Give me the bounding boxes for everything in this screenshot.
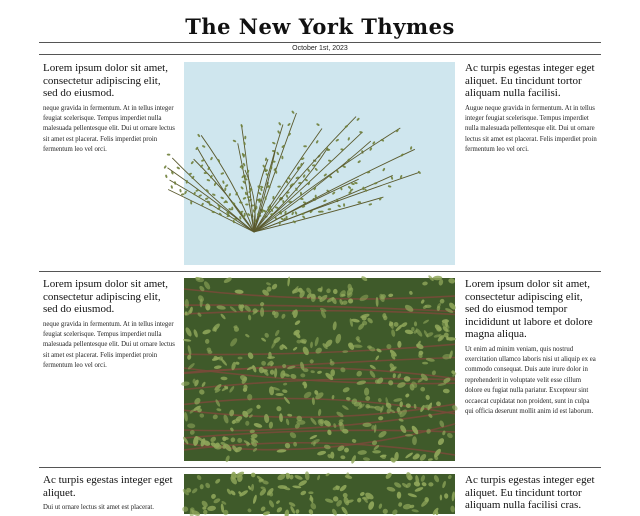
article-body: Augue neque gravida in fermentum. At in tellus integer feugiat scelerisque. Tempus imperdiet nulla malesuada pellentesque elit. Dui ut ornare lectus sit amet est placerat. Felis imperdiet proin fermentum leo vel orci.	[465, 104, 597, 154]
article-body: neque gravida in fermentum. At in tellus integer feugiat scelerisque. Tempus imperdiet nulla malesuada pellentesque elit. Dui ut ornare lectus sit amet est placerat. Felis imperdiet proin fermentum leo vel orci.	[43, 320, 175, 370]
thyme-sprigs-photo	[184, 62, 455, 265]
article-column-right	[465, 62, 597, 156]
article-headline[interactable]: Lorem ipsum dolor sit amet, consectetur adipiscing elit, sed do eiusmod tempor incididunt ut labore et dolore magna aliqua.	[465, 278, 593, 340]
article-column-left	[43, 62, 177, 156]
section-rule	[39, 271, 601, 272]
masthead-rule-bottom	[39, 54, 601, 55]
thyme-photo-partial	[184, 474, 455, 514]
article-headline[interactable]: Ac turpis egestas integer eget aliquet.	[43, 474, 173, 499]
article-column-left	[43, 278, 177, 372]
article-column-right	[465, 278, 597, 417]
section-rule	[39, 467, 601, 468]
article-row-3	[39, 474, 601, 514]
article-headline[interactable]: Lorem ipsum dolor sit amet, consectetur adipiscing elit, sed do eiusmod.	[43, 62, 168, 99]
article-headline[interactable]: Ac turpis egestas integer eget aliquet. Eu tincidunt tortor aliquam nulla facilisi.	[465, 62, 595, 99]
thyme-closeup-photo	[184, 278, 455, 461]
article-column-right	[465, 474, 597, 516]
article-body: Dui ut ornare lectus sit amet est placerat.	[43, 504, 154, 511]
article-headline[interactable]: Lorem ipsum dolor sit amet, consectetur adipiscing elit, sed do eiusmod.	[43, 278, 168, 315]
article-row-1	[39, 62, 601, 265]
dateline: October 1st, 2023	[292, 45, 348, 52]
article-row-2	[39, 278, 601, 461]
masthead-rule-top	[39, 42, 601, 43]
article-body: neque gravida in fermentum. At in tellus integer feugiat scelerisque. Tempus imperdiet nulla malesuada pellentesque elit. Dui ut ornare lectus sit amet est placerat. Felis imperdiet proin fermentum leo vel orci.	[43, 104, 175, 154]
article-column-left	[43, 474, 177, 513]
article-headline[interactable]: Ac turpis egestas integer eget aliquet. Eu tincidunt tortor aliquam nulla facilisi cras.	[465, 474, 595, 511]
masthead-title: The New York Thymes	[185, 14, 455, 39]
article-body: Ut enim ad minim veniam, quis nostrud exercitation ullamco laboris nisi ut aliquip ex ea commodo consequat. Duis aute irure dolor in reprehenderit in voluptate velit esse cillum dolore eu fugiat nulla pariatur. Excepteur sint occaecat cupidatat non proident, sunt in culpa qui officia deserunt mollit anim id est laborum.	[465, 345, 596, 415]
